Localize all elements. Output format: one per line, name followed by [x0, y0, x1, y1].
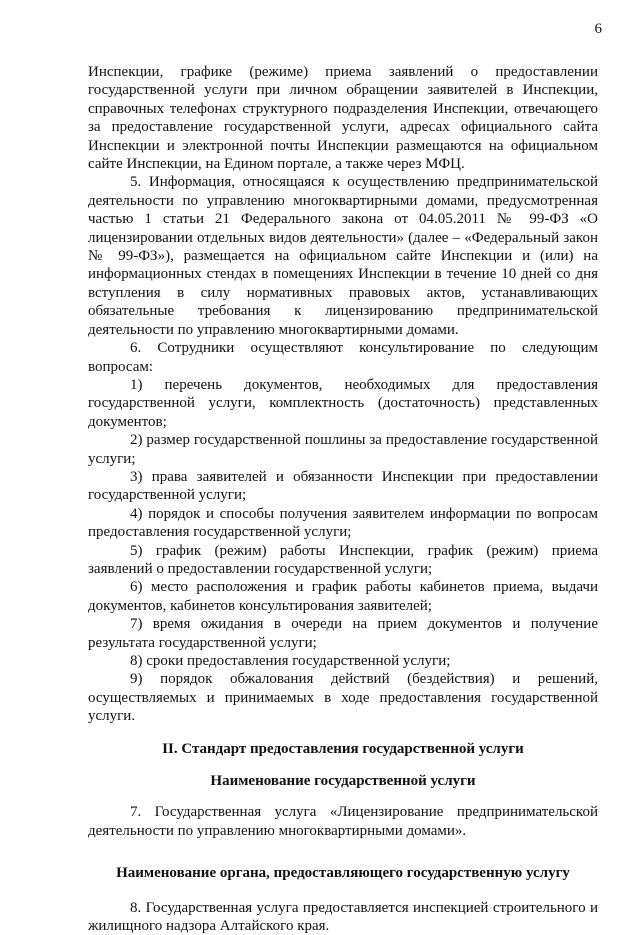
- list-item-3: 3) права заявителей и обязанности Инспекции при предоставлении государственной услуги;: [88, 468, 598, 504]
- list-item-9: 9) порядок обжалования действий (бездействия) и решений, осуществляемых и принимаемых в ходе предоставления государственной услуги.: [88, 671, 598, 725]
- list-item-6: 6) место расположения и график работы кабинетов приема, выдачи документов, кабинетов консультирования заявителей;: [88, 579, 598, 614]
- subheading-service-name: Наименование государственной услуги: [210, 773, 476, 790]
- section-title: II. Стандарт предоставления государственной услуги: [162, 740, 524, 757]
- list-item-2: 2) размер государственной пошлины за предоставление государственной услуги;: [88, 432, 598, 467]
- paragraph-5: 5. Информация, относящаяся к осуществлению предпринимательской деятельности по управлению многоквартирными домами, предусмотренная частью 1 статьи 21 Федерального закона от 04.05.2011 № 99-ФЗ «О лицензировании отдельных видов деятельности» (далее – «Федеральный закон № 99-ФЗ»), размещается на официальном сайте Инспекции и (или) на информационных стендах в помещениях Инспекции в течение 10 дней со дня вступления в силу нормативных правовых актов, устанавливающих обязательные требования к лицензированию предпринимательской деятельности по управлению многоквартирными домами.: [88, 174, 598, 338]
- paragraph-7: 7. Государственная услуга «Лицензирование предпринимательской деятельности по управлению многоквартирными домами».: [88, 804, 598, 839]
- paragraph-6: 6. Сотрудники осуществляют консультирование по следующим вопросам:: [88, 340, 598, 375]
- paragraph-8: 8. Государственная услуга предоставляется инспекцией строительного и жилищного надзора Алтайского края.: [88, 899, 598, 935]
- paragraph-continuation: Инспекции, графике (режиме) приема заявлений о предоставлении государственной услуги при личном обращении заявителей в Инспекции, справочных телефонах структурного подразделения Инспекции, отвечающего за предоставление государственной услуги, адресах официального сайта Инспекции и электронной почты Инспекции размещаются на официальном сайте Инспекции, на Едином портале, а также через МФЦ.: [88, 64, 598, 173]
- list-item-7: 7) время ожидания в очереди на прием документов и получение результата государственной услуги;: [88, 616, 598, 651]
- subheading-authority-name: Наименование органа, предоставляющего государственную услугу: [116, 865, 570, 882]
- page-number: 6: [594, 21, 602, 37]
- list-item-1: 1) перечень документов, необходимых для предоставления государственной услуги, комплектность (достаточность) представленных документов;: [88, 376, 598, 430]
- list-item-4: 4) порядок и способы получения заявителем информации по вопросам предоставления государственной услуги;: [88, 505, 598, 541]
- list-item-5: 5) график (режим) работы Инспекции, график (режим) приема заявлений о предоставлении государственной услуги;: [88, 542, 598, 577]
- list-item-8: 8) сроки предоставления государственной услуги;: [130, 653, 451, 669]
- document-body: [88, 63, 598, 935]
